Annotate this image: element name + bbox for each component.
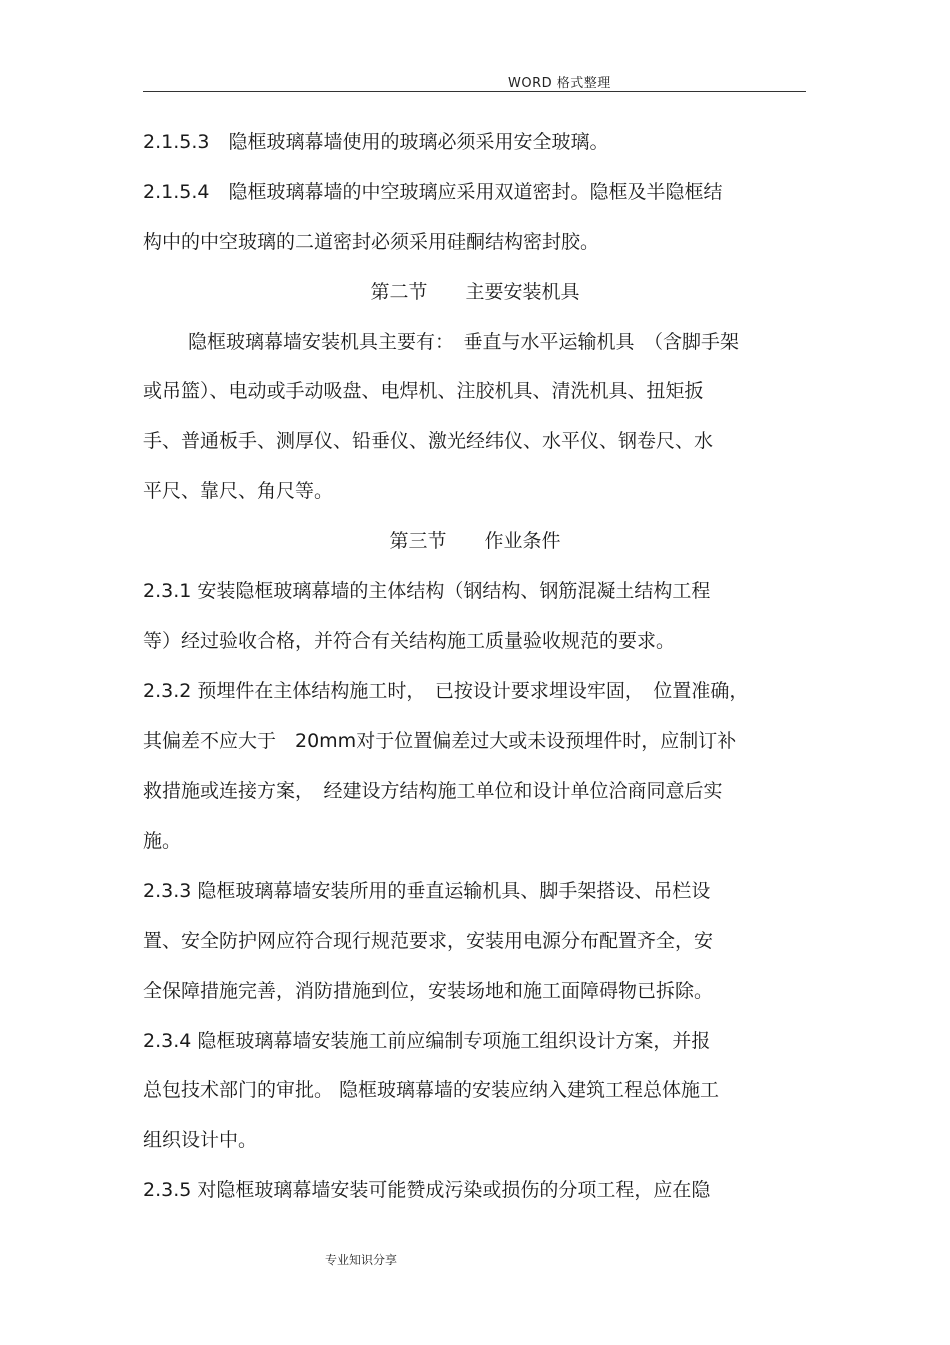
- clause-2-3-2-line-3: 救措施或连接方案， 经建设方结构施工单位和设计单位洽商同意后实: [143, 780, 723, 802]
- clause-2-1-5-3: 2.1.5.3 隐框玻璃幕墙使用的玻璃必须采用安全玻璃。: [143, 131, 609, 153]
- clause-2-3-1-line-2: 等）经过验收合格，并符合有关结构施工质量验收规范的要求。: [143, 630, 676, 652]
- clause-2-3-3-line-3: 全保障措施完善，消防措施到位，安装场地和施工面障碍物已拆除。: [143, 980, 714, 1002]
- tools-paragraph-line-2: 或吊篮）、电动或手动吸盘、电焊机、注胶机具、清洗机具、扭矩扳: [143, 380, 704, 402]
- section-heading-3: 第三节 作业条件: [389, 530, 561, 552]
- clause-2-3-4-line-1: 2.3.4 隐框玻璃幕墙安装施工前应编制专项施工组织设计方案，并报: [143, 1030, 711, 1052]
- header-divider: [143, 91, 806, 92]
- clause-2-3-2-line-1: 2.3.2 预埋件在主体结构施工时， 已按设计要求埋设牢固， 位置准确，: [143, 680, 749, 702]
- header-title: WORD 格式整理: [508, 76, 611, 91]
- clause-2-3-4-line-2: 总包技术部门的审批。 隐框玻璃幕墙的安装应纳入建筑工程总体施工: [143, 1079, 720, 1101]
- tools-paragraph-line-4: 平尺、靠尺、角尺等。: [143, 480, 334, 502]
- clause-2-1-5-4-line-2: 构中的中空玻璃的二道密封必须采用硅酮结构密封胶。: [143, 231, 600, 253]
- clause-2-3-2-line-2: 其偏差不应大于 20mm对于位置偏差过大或未设预埋件时，应制订补: [143, 730, 737, 752]
- clause-2-3-3-line-1: 2.3.3 隐框玻璃幕墙安装所用的垂直运输机具、脚手架搭设、吊栏设: [143, 880, 711, 902]
- tools-paragraph-line-1: 隐框玻璃幕墙安装机具主要有： 垂直与水平运输机具 （含脚手架: [188, 331, 740, 353]
- section-heading-2: 第二节 主要安装机具: [370, 281, 580, 303]
- footer-text: 专业知识分享: [325, 1253, 398, 1267]
- clause-2-3-5-line-1: 2.3.5 对隐框玻璃幕墙安装可能赞成污染或损伤的分项工程，应在隐: [143, 1179, 711, 1201]
- clause-2-3-2-line-4: 施。: [143, 830, 182, 852]
- clause-2-3-1-line-1: 2.3.1 安装隐框玻璃幕墙的主体结构（钢结构、钢筋混凝土结构工程: [143, 580, 711, 602]
- clause-2-3-4-line-3: 组织设计中。: [143, 1129, 258, 1151]
- clause-2-3-3-line-2: 置、安全防护网应符合现行规范要求，安装用电源分布配置齐全，安: [143, 930, 714, 952]
- clause-2-1-5-4-line-1: 2.1.5.4 隐框玻璃幕墙的中空玻璃应采用双道密封。隐框及半隐框结: [143, 181, 723, 203]
- tools-paragraph-line-3: 手、普通板手、测厚仪、铅垂仪、激光经纬仪、水平仪、钢卷尺、水: [143, 430, 714, 452]
